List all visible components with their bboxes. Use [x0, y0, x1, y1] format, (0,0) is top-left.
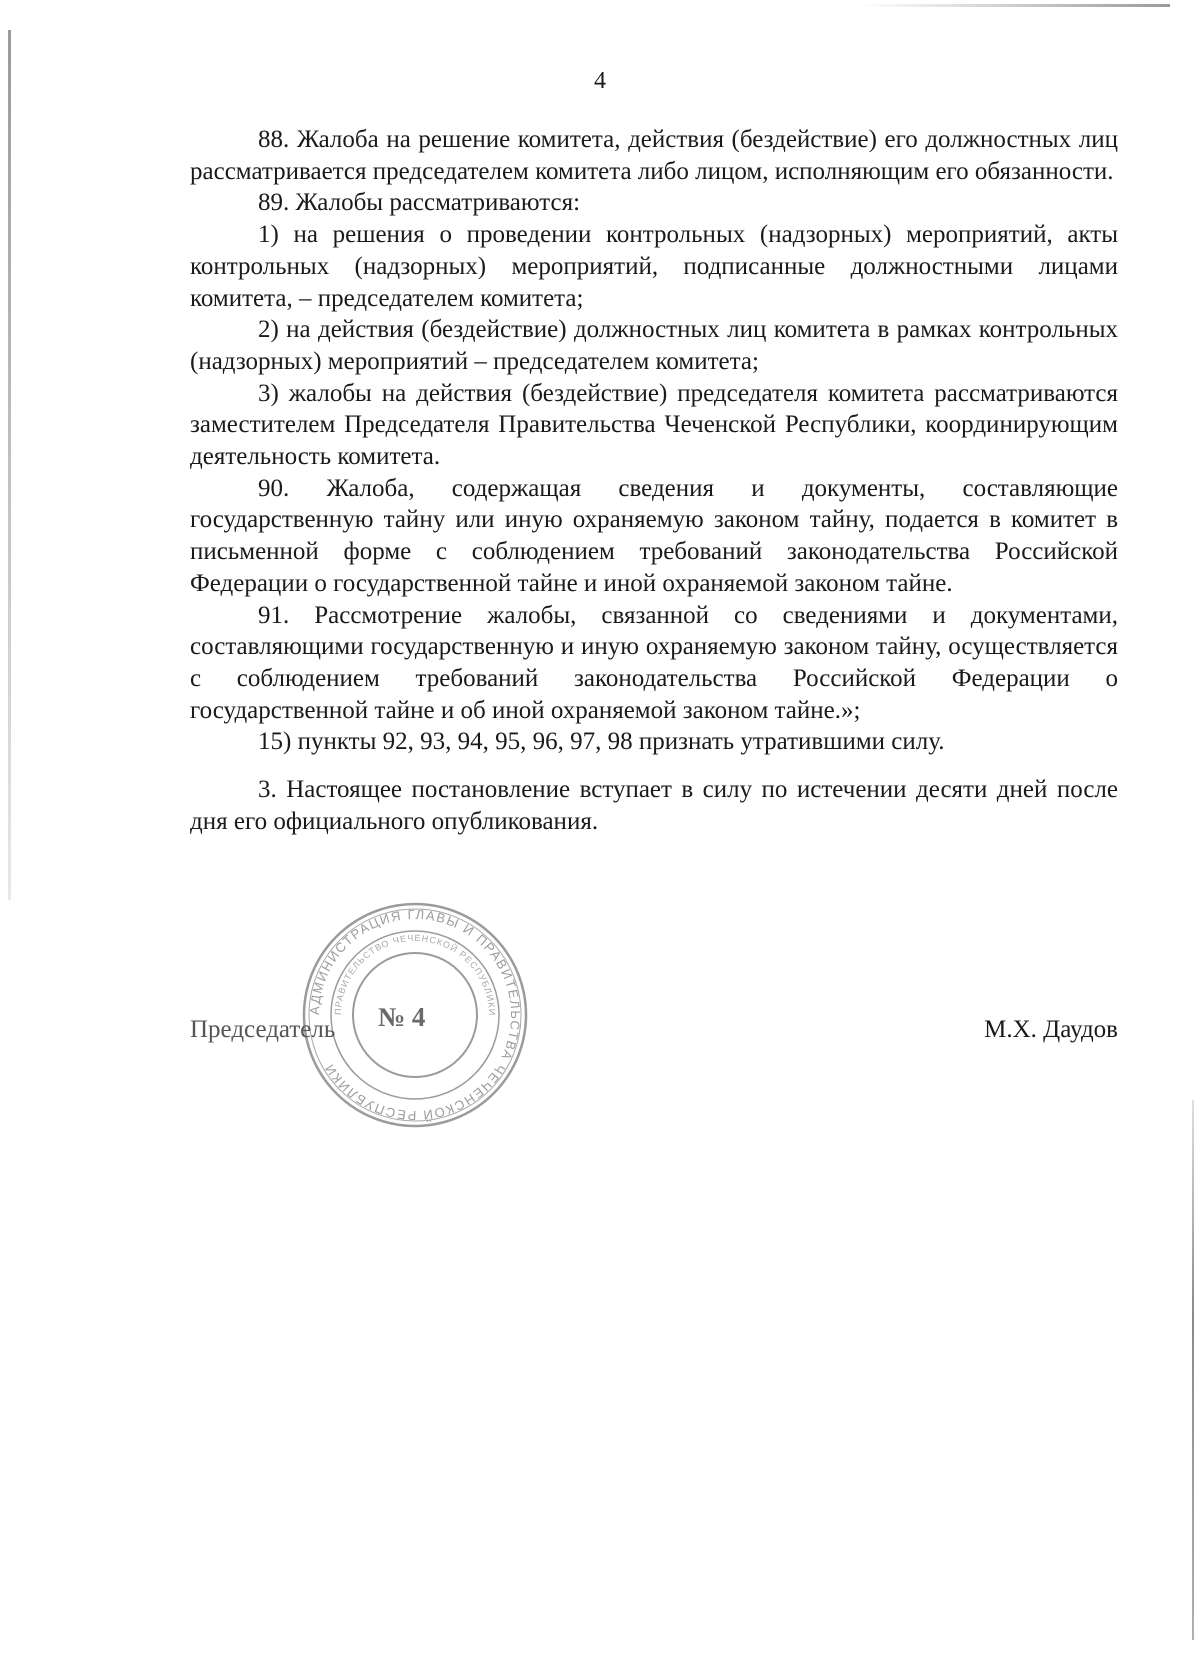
paragraph-88: 88. Жалоба на решение комитета, действия (бездействие) его должностных лиц рассматривается председателем комитета либо лицом, исполняющим его обязанности.	[190, 126, 1118, 185]
signature-block	[190, 1016, 1118, 1056]
amendment-item-15: 15) пункты 92, 93, 94, 95, 96, 97, 98 признать утратившими силу.	[258, 728, 945, 756]
scan-edge-right	[1192, 1100, 1194, 1640]
document-body	[190, 124, 1118, 837]
paragraph-89-item-3: 3) жалобы на действия (бездействие) председателя комитета рассматриваются заместителем Председателя Правительства Чеченской Республики, координирующим деятельность комитета.	[190, 379, 1118, 471]
seal-ring-text-inner: ПРАВИТЕЛЬСТВО ЧЕЧЕНСКОЙ РЕСПУБЛИКИ	[332, 932, 498, 1017]
paragraph-89-item-2: 2) на действия (бездействие) должностных лиц комитета в рамках контрольных (надзорных) мероприятий – председателем комитета;	[190, 316, 1118, 375]
scan-edge-top	[860, 4, 1170, 7]
paragraph-91: 91. Рассмотрение жалобы, связанной со сведениями и документами, составляющими государственную и иную охраняемую законом тайну, осуществляется с соблюдением требований законодательства Российской Федерации о государственной тайне и об иной охраняемой законом тайне.»;	[190, 601, 1118, 724]
final-clause: 3. Настоящее постановление вступает в силу по истечении десяти дней после дня его официального опубликования.	[190, 776, 1118, 835]
scan-edge-left	[8, 30, 11, 900]
paragraph-90: 90. Жалоба, содержащая сведения и документы, составляющие государственную тайну или иную охраняемую законом тайну, подается в комитет в письменной форме с соблюдением требований законодательства Российской Федерации о государственной тайне и иной охраняемой законом тайне.	[190, 474, 1118, 597]
signatory-role: Председатель	[190, 1016, 336, 1043]
seal-ring-text-outer: АДМИНИСТРАЦИЯ ГЛАВЫ И ПРАВИТЕЛЬСТВА ЧЕЧЕНСКОЙ РЕСПУБЛИКИ	[306, 906, 524, 1124]
signatory-name: М.Х. Даудов	[984, 1016, 1118, 1043]
paragraph-89: 89. Жалобы рассматриваются:	[258, 189, 581, 217]
paragraph-89-item-1: 1) на решения о проведении контрольных (надзорных) мероприятий, акты контрольных (надзорных) мероприятий, подписанные должностными лицами комитета, – председателем комитета;	[190, 221, 1118, 312]
page-number: 4	[594, 68, 606, 94]
seal-number: № 4	[378, 1002, 426, 1032]
